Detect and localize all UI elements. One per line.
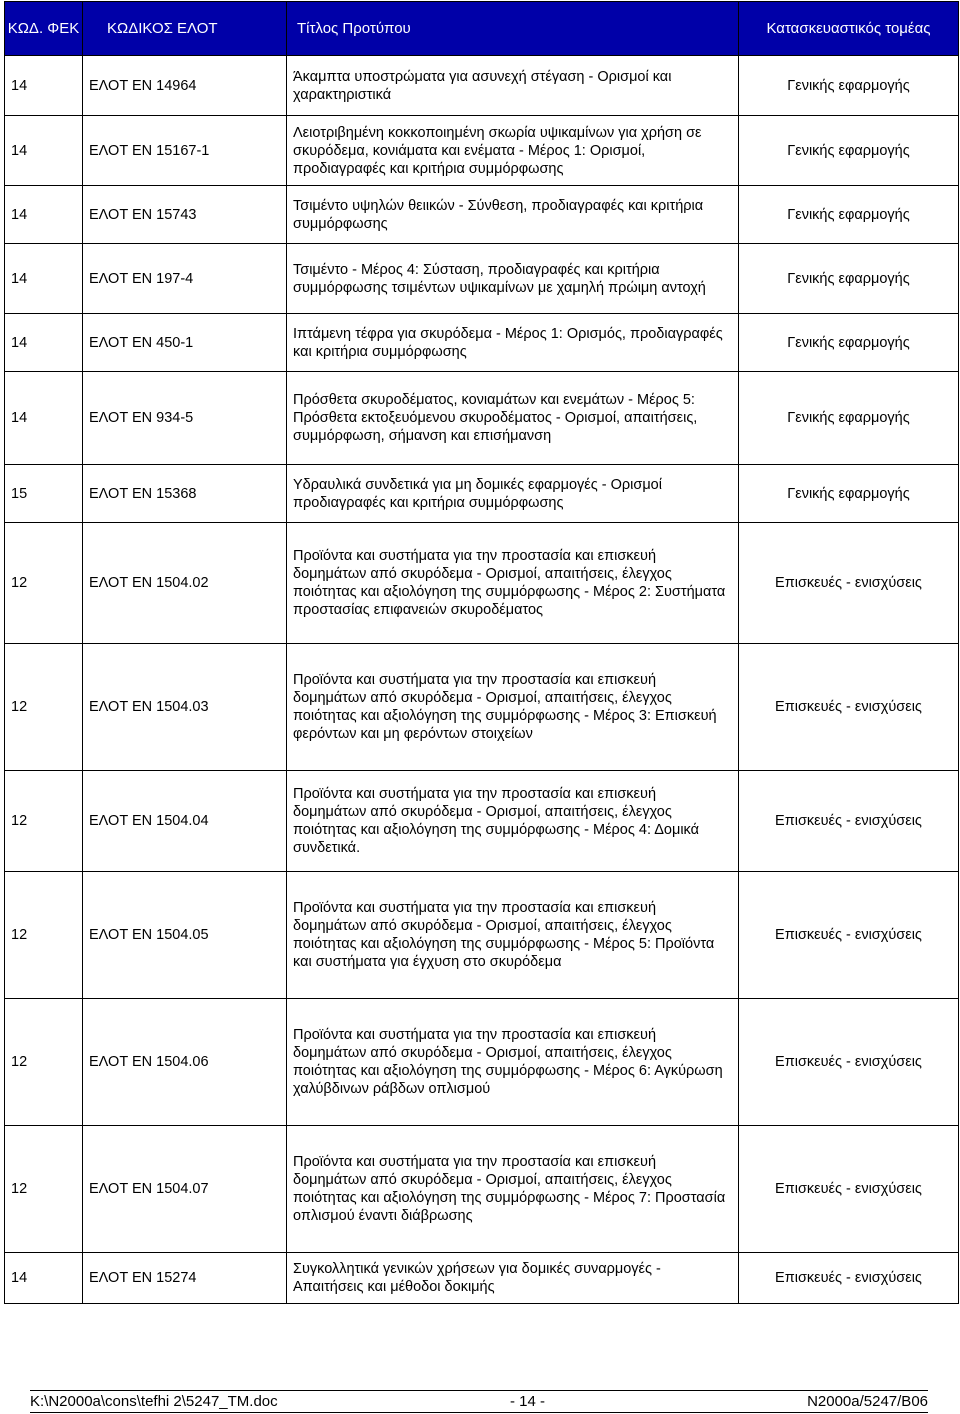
cell-sector: Επισκευές - ενισχύσεις [739,523,959,644]
cell-code: ΕΛΟΤ ΕΝ 15743 [83,186,287,244]
cell-code: ΕΛΟΤ ΕΝ 450-1 [83,314,287,372]
table-row [5,314,959,372]
cell-sector: Επισκευές - ενισχύσεις [739,644,959,771]
cell-code: ΕΛΟΤ ΕΝ 1504.04 [83,771,287,872]
cell-code: ΕΛΟΤ ΕΝ 197-4 [83,244,287,314]
page-footer [30,1390,928,1413]
table-row [5,244,959,314]
cell-fek: 12 [5,644,83,771]
cell-fek: 12 [5,999,83,1126]
table-row [5,771,959,872]
table-row [5,186,959,244]
cell-title: Προϊόντα και συστήματα για την προστασία και επισκευή δομημάτων από σκυρόδεμα - Ορισμοί, απαιτήσεις, έλεγχος ποιότητας και αξιολόγηση της συμμόρφωσης - Μέρος 4: Δομικά συνδετικά. [287,771,739,872]
table-row [5,56,959,116]
table-row [5,1126,959,1253]
cell-fek: 14 [5,314,83,372]
cell-fek: 14 [5,56,83,116]
cell-title: Προϊόντα και συστήματα για την προστασία και επισκευή δομημάτων από σκυρόδεμα - Ορισμοί, απαιτήσεις, έλεγχος ποιότητας και αξιολόγηση της συμμόρφωσης - Μέρος 2: Συστήματα προστασίας επιφανειών σκυροδέματος [287,523,739,644]
cell-fek: 14 [5,186,83,244]
cell-fek: 14 [5,372,83,465]
table-row [5,1253,959,1304]
cell-fek: 12 [5,872,83,999]
cell-title: Προϊόντα και συστήματα για την προστασία και επισκευή δομημάτων από σκυρόδεμα - Ορισμοί, απαιτήσεις, έλεγχος ποιότητας και αξιολόγηση της συμμόρφωσης - Μέρος 6: Αγκύρωση χαλύβδινων ράβδων οπλισμού [287,999,739,1126]
cell-fek: 12 [5,771,83,872]
table-header-row [5,2,959,56]
cell-sector: Επισκευές - ενισχύσεις [739,872,959,999]
cell-code: ΕΛΟΤ ΕΝ 1504.03 [83,644,287,771]
cell-title: Τσιμέντο - Μέρος 4: Σύσταση, προδιαγραφές και κριτήρια συμμόρφωσης τσιμέντων υψικαμίνων με χαμηλή πρώιμη αντοχή [287,244,739,314]
cell-code: ΕΛΟΤ ΕΝ 934-5 [83,372,287,465]
cell-title: Προϊόντα και συστήματα για την προστασία και επισκευή δομημάτων από σκυρόδεμα - Ορισμοί, απαιτήσεις, έλεγχος ποιότητας και αξιολόγηση της συμμόρφωσης - Μέρος 7: Προστασία οπλισμού έναντι διάβρωσης [287,1126,739,1253]
header-code: ΚΩΔΙΚΟΣ ΕΛΟΤ [83,2,287,56]
cell-code: ΕΛΟΤ ΕΝ 1504.02 [83,523,287,644]
cell-title: Τσιμέντο υψηλών θειικών - Σύνθεση, προδιαγραφές και κριτήρια συμμόρφωσης [287,186,739,244]
header-sector: Κατασκευαστικός τομέας [739,2,959,56]
cell-sector: Γενικής εφαρμογής [739,372,959,465]
table-row [5,999,959,1126]
cell-fek: 12 [5,1126,83,1253]
cell-sector: Γενικής εφαρμογής [739,244,959,314]
cell-sector: Γενικής εφαρμογής [739,116,959,186]
cell-sector: Γενικής εφαρμογής [739,56,959,116]
cell-code: ΕΛΟΤ ΕΝ 1504.07 [83,1126,287,1253]
table-row [5,116,959,186]
footer-page-number: - 14 - [510,1393,546,1410]
cell-sector: Επισκευές - ενισχύσεις [739,771,959,872]
cell-sector: Επισκευές - ενισχύσεις [739,1126,959,1253]
cell-fek: 15 [5,465,83,523]
cell-code: ΕΛΟΤ ΕΝ 14964 [83,56,287,116]
header-title: Τίτλος Προτύπου [287,2,739,56]
cell-fek: 14 [5,116,83,186]
standards-table [4,1,959,1304]
cell-code: ΕΛΟΤ ΕΝ 15368 [83,465,287,523]
footer-file-path: K:\N2000a\cons\tefhi 2\5247_TM.doc [30,1393,278,1410]
cell-sector: Γενικής εφαρμογής [739,314,959,372]
table-row [5,644,959,771]
cell-sector: Επισκευές - ενισχύσεις [739,999,959,1126]
cell-title: Προϊόντα και συστήματα για την προστασία και επισκευή δομημάτων από σκυρόδεμα - Ορισμοί, απαιτήσεις, έλεγχος ποιότητας και αξιολόγηση της συμμόρφωσης - Μέρος 5: Προϊόντα και συστήματα για έγχυση στο σκυρόδεμα [287,872,739,999]
cell-code: ΕΛΟΤ ΕΝ 1504.05 [83,872,287,999]
header-fek: ΚΩΔ. ΦΕΚ [5,2,83,56]
cell-sector: Γενικής εφαρμογής [739,465,959,523]
cell-fek: 12 [5,523,83,644]
footer-doc-ref: N2000a/5247/B06 [807,1393,928,1410]
table-row [5,465,959,523]
cell-title: Άκαμπτα υποστρώματα για ασυνεχή στέγαση - Ορισμοί και χαρακτηριστικά [287,56,739,116]
table-row [5,872,959,999]
cell-code: ΕΛΟΤ ΕΝ 15274 [83,1253,287,1304]
table-row [5,372,959,465]
cell-title: Υδραυλικά συνδετικά για μη δομικές εφαρμογές - Ορισμοί προδιαγραφές και κριτήρια συμμόρφωσης [287,465,739,523]
cell-sector: Επισκευές - ενισχύσεις [739,1253,959,1304]
cell-title: Λειοτριβημένη κοκκοποιημένη σκωρία υψικαμίνων για χρήση σε σκυρόδεμα, κονιάματα και ενέματα - Μέρος 1: Ορισμοί, προδιαγραφές και κριτήρια συμμόρφωσης [287,116,739,186]
cell-fek: 14 [5,244,83,314]
table-row [5,523,959,644]
cell-title: Προϊόντα και συστήματα για την προστασία και επισκευή δομημάτων από σκυρόδεμα - Ορισμοί, απαιτήσεις, έλεγχος ποιότητας και αξιολόγηση της συμμόρφωσης - Μέρος 3: Επισκευή φερόντων και μη φερόντων στοιχείων [287,644,739,771]
cell-title: Συγκολλητικά γενικών χρήσεων για δομικές συναρμογές - Απαιτήσεις και μέθοδοι δοκιμής [287,1253,739,1304]
cell-title: Πρόσθετα σκυροδέματος, κονιαμάτων και ενεμάτων - Μέρος 5: Πρόσθετα εκτοξευόμενου σκυροδέματος - Ορισμοί, απαιτήσεις, συμμόρφωση, σήμανση και επισήμανση [287,372,739,465]
cell-title: Ιπτάμενη τέφρα για σκυρόδεμα - Μέρος 1: Ορισμός, προδιαγραφές και κριτήρια συμμόρφωσης [287,314,739,372]
cell-code: ΕΛΟΤ ΕΝ 1504.06 [83,999,287,1126]
cell-code: ΕΛΟΤ ΕΝ 15167-1 [83,116,287,186]
cell-sector: Γενικής εφαρμογής [739,186,959,244]
cell-fek: 14 [5,1253,83,1304]
